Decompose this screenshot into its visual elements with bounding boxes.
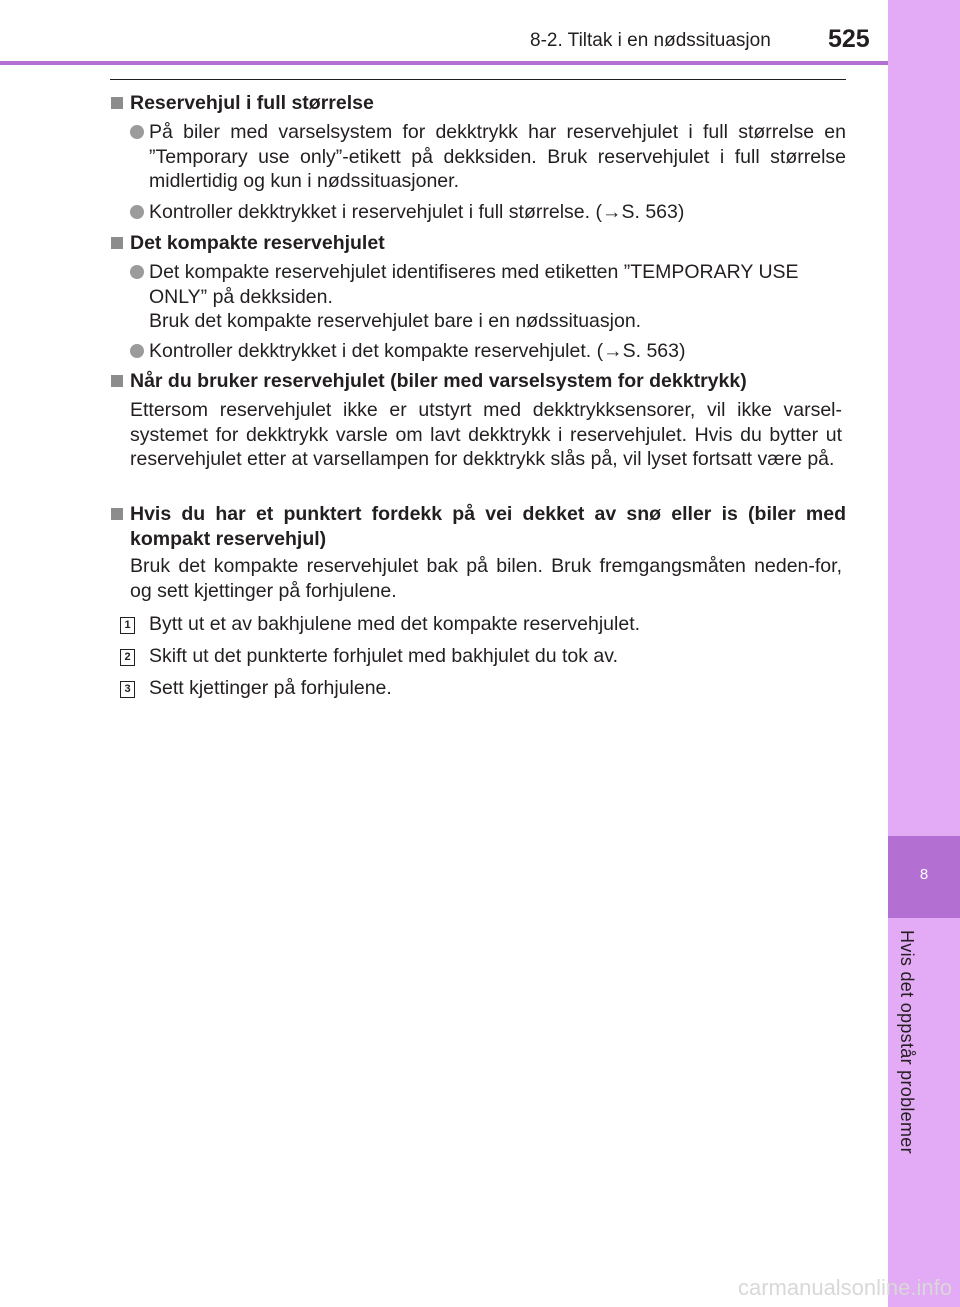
bullet-icon [130, 265, 144, 279]
step-text: Sett kjettinger på forhjulene. [149, 677, 392, 699]
section-heading: Hvis du har et punktert fordekk på vei dekket av snø eller is (biler med kompakt reservehjul) [130, 503, 846, 550]
chapter-title: Hvis det oppstår problemer [897, 930, 917, 1154]
step-text: Skift ut det punkterte forhjulet med bakhjulet du tok av. [149, 645, 618, 667]
page-number: 525 [828, 25, 870, 53]
bullet-icon [130, 205, 144, 219]
section-heading: Det kompakte reservehjulet [130, 232, 385, 254]
step-text: Bytt ut et av bakhjulene med det kompakte reservehjulet. [149, 613, 641, 635]
section-paragraph: Bruk det kompakte reservehjulet bak på bilen. Bruk fremgangsmåten neden-for, og sett kjettinger på forhjulene. [130, 555, 842, 602]
step-number-badge: 3 [120, 681, 135, 698]
header-rule [0, 61, 888, 65]
chapter-number: 8 [919, 866, 929, 883]
heading-square-icon [111, 508, 123, 520]
bullet-text: Det kompakte reservehjulet identifiseres med etiketten ”TEMPORARY USE ONLY” på dekksiden. [149, 261, 799, 308]
section-heading: Når du bruker reservehjulet (biler med varselsystem for dekktrykk) [130, 370, 747, 392]
bullet-text-continued: Bruk det kompakte reservehjulet bare i en nødssituasjon. [149, 310, 642, 332]
heading-square-icon [111, 237, 123, 249]
watermark: carmanualsonline.info [737, 1275, 952, 1300]
bullet-text: Kontroller dekktrykket i reservehjulet i full størrelse. (→S. 563) [149, 201, 685, 223]
step-number-badge: 2 [120, 649, 135, 666]
heading-square-icon [111, 375, 123, 387]
content-top-rule [110, 79, 846, 80]
bullet-text: Kontroller dekktrykket i det kompakte reservehjulet. (→S. 563) [149, 340, 686, 362]
step-number-badge: 1 [120, 617, 135, 634]
section-paragraph: Ettersom reservehjulet ikke er utstyrt med dekktrykksensorer, vil ikke varsel-systemet for dekktrykk varsle om lavt dekktrykk i reservehjulet. Hvis du bytter ut reservehjulet etter at varsellampen for dekktrykk slås på, vil lyset fortsatt være på. [130, 399, 842, 470]
heading-square-icon [111, 97, 123, 109]
section-heading: Reservehjul i full størrelse [130, 92, 374, 114]
bullet-icon [130, 125, 144, 139]
header-section-title: 8-2. Tiltak i en nødssituasjon [530, 30, 771, 51]
bullet-text: På biler med varselsystem for dekktrykk har reservehjulet i full størrelse en ”Temporary use only”-etikett på dekksiden. Bruk reservehjulet i full størrelse midlertidig og kun i nødssituasjoner. [149, 121, 846, 192]
bullet-icon [130, 344, 144, 358]
